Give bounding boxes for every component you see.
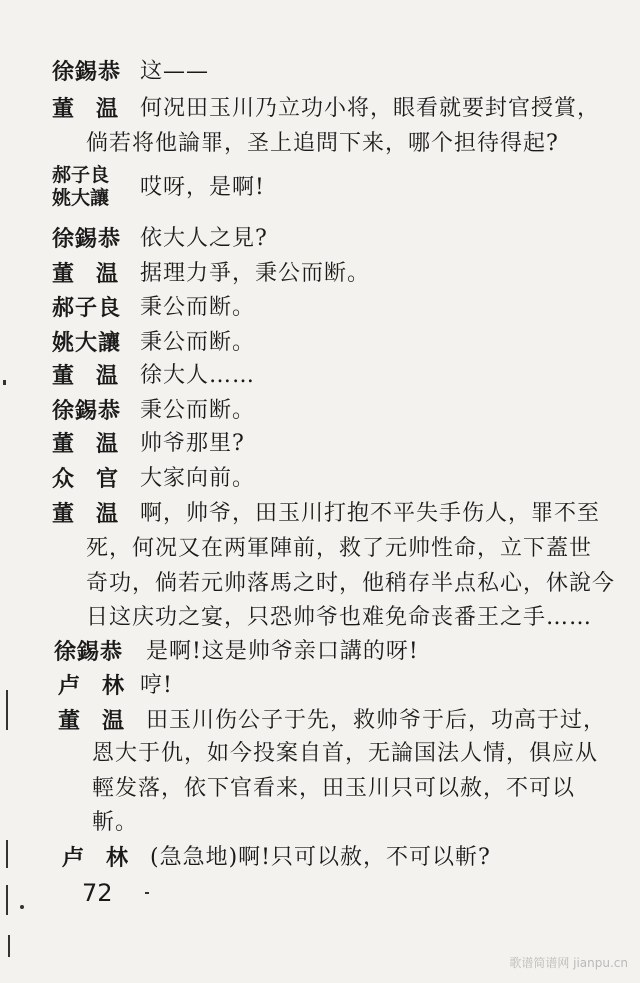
dialogue-continuation: 奇功，倘若元帅落馬之时，他稍存半点私心，休說今 [86, 571, 616, 596]
dialogue-text: 秉公而断。 [140, 398, 256, 423]
dialogue-text: 大家向前。 [140, 466, 256, 491]
dialogue-continuation: 死，何况又在两軍陣前，救了元帅性命，立下蓋世 [86, 536, 593, 561]
dialogue-text: 啊，帅爷，田玉川打抱不平失手伤人，罪不至 [140, 501, 601, 526]
dialogue-text: (急急地)啊!只可以赦，不可以斬? [150, 845, 491, 870]
speaker-name: 董温 [52, 501, 141, 527]
scan-edge-mark [6, 690, 8, 730]
speaker-name: 徐錫恭 [54, 639, 124, 665]
watermark: 歌谱简谱网 jianpu.cn [509, 956, 628, 970]
scan-edge-mark [6, 885, 8, 915]
dialogue-text: 徐大人…… [140, 363, 256, 388]
speaker-name: 徐錫恭 [52, 398, 122, 424]
dialogue-continuation: 日这庆功之宴，只恐帅爷也难免命丧番王之手…… [86, 605, 593, 630]
dialogue-text: 秉公而断。 [140, 330, 256, 355]
scan-edge-mark [8, 935, 10, 957]
dialogue-text: 何况田玉川乃立功小将，眼看就要封官授賞， [140, 96, 601, 121]
dialogue-continuation: 斬。 [92, 810, 139, 835]
speaker-name: 姚大讓 [52, 330, 122, 356]
page-number: 72 [82, 879, 113, 907]
dialogue-text: 田玉川伤公子于先，救帅爷于后，功高于过， [146, 708, 607, 733]
speaker-name: 董温 [58, 708, 147, 734]
speaker-name: 董温 [52, 261, 141, 287]
scan-speck [20, 905, 24, 909]
dialogue-text: 依大人之見? [140, 226, 268, 251]
dialogue-continuation: 倘若将他論罪，圣上追問下来，哪个担待得起? [86, 131, 559, 156]
dialogue-text: 哼! [140, 673, 173, 698]
speaker-name: 徐錫恭 [52, 226, 122, 252]
scan-edge-mark [6, 840, 8, 868]
dialogue-text: 据理力爭，秉公而断。 [140, 261, 371, 286]
speaker-name: 卢林 [58, 673, 147, 699]
speaker-name: 郝子良 [52, 164, 110, 186]
speaker-name: 徐錫恭 [52, 59, 122, 85]
speaker-name: 董温 [52, 431, 141, 457]
dialogue-continuation: 恩大于仇，如今投案自首，无論国法人情，俱应从 [92, 741, 599, 766]
dialogue-continuation: 輕发落，依下官看来，田玉川只可以赦，不可以 [92, 776, 576, 801]
speaker-name: 众官 [52, 466, 141, 492]
speaker-name: 董温 [52, 96, 141, 122]
speaker-name: 董温 [52, 363, 141, 389]
dialogue-text: 帅爷那里? [140, 431, 245, 456]
scan-speck [3, 380, 6, 385]
dialogue-text: 秉公而断。 [140, 295, 256, 320]
dialogue-text: 这—— [140, 59, 210, 84]
dialogue-text: 是啊!这是帅爷亲口講的呀! [146, 639, 419, 664]
dialogue-text: 哎呀，是啊! [140, 175, 265, 200]
scan-speck [145, 892, 149, 894]
speaker-name: 卢林 [62, 845, 151, 871]
speaker-name: 姚大讓 [52, 187, 110, 209]
speaker-name: 郝子良 [52, 295, 122, 321]
